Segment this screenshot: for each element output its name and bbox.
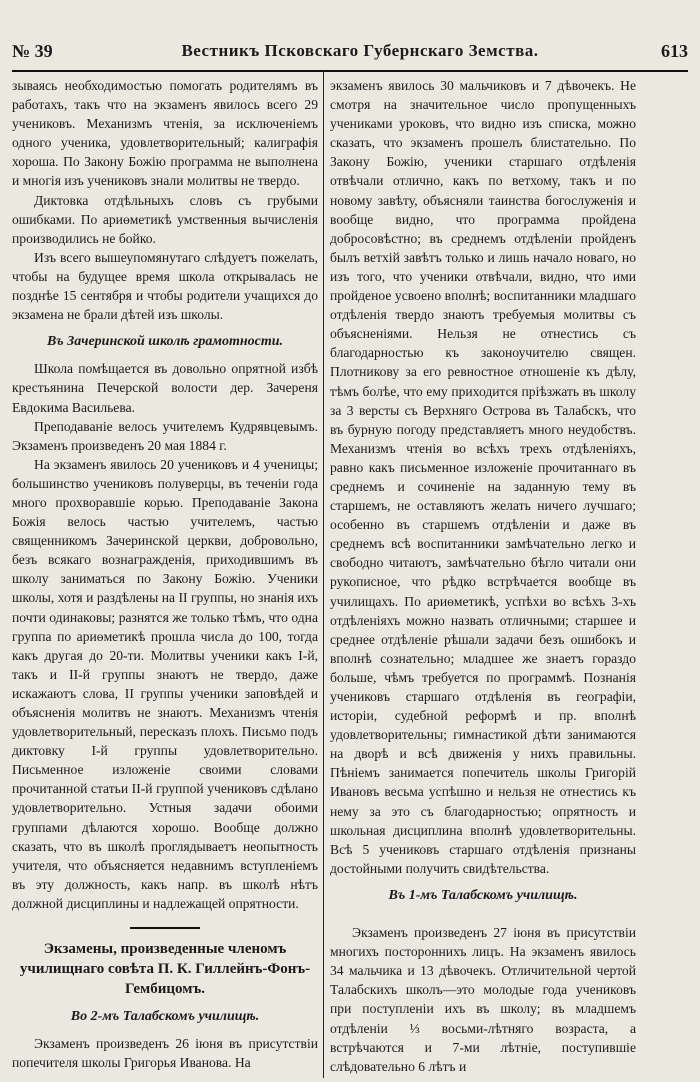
paragraph: зываясь необходимостью помогать родителямъ въ работахъ, такъ что на экзаменъ явилось всего 29 учениковъ. Механизмъ чтенія, за исключеніемъ одного ученика, удовлетворительный; калиграфія хороша. По Закону Божію программа не выполнена и многія изъ учениковъ знали молитвы не твердо. [12,78,318,189]
issue-number: № 39 [12,40,53,61]
section-subheading: Во 2-мъ Талабскомъ училищѣ. [70,1009,260,1025]
header-rule [12,70,688,72]
section-rule [130,927,200,929]
left-column [12,76,318,1078]
paragraph: Преподаваніе велось учителемъ Кудрявцевымъ. Экзаменъ произведенъ 20 мая 1884 г. [12,418,318,453]
right-column [330,76,636,1078]
paragraph: Изъ всего вышеупомянутаго слѣдуетъ пожелать, чтобы на будущее время школа открывалась не позднѣе 15 сентября и чтобы родители учащихся до экзамена не брали дѣтей изъ школы. [12,249,318,323]
page-header [12,36,688,66]
journal-title: Вестникъ Псковскаго Губернскаго Земства. [181,41,539,60]
page-number: 613 [661,40,688,61]
paragraph: Диктовка отдѣльныхъ словъ съ грубыми ошибками. По ариѳметикѣ умственныя вычисленія производились не бойко. [12,192,318,246]
paragraph: экзаменъ явилось 30 мальчиковъ и 7 дѣвочекъ. Не смотря на значительное число пропущенныхъ учениками уроковъ, что видно изъ списка, можно сказать, что экзаменъ прошелъ блистательно. По Закону Божію, ученики старшаго отдѣленія отвѣчали отлично, какъ по ветхому, такъ и по новому завѣту, объясняли таинства богослуженія и вообще видно, что программа пройдена добросовѣстно; въ среднемъ отдѣленіи пройденъ былъ ветхій завѣтъ только и лишь начало новаго, но изъ того, что ученики отвѣчали, видно, что ими пройденое усвоено вполнѣ; воспитанники младшаго отдѣленія твердо знаютъ требуемыя молитвы съ объясненіями. Нельзя не отнестись съ благодарностью къ законоучителю священ. Плотникову за его ревностное отношеніе къ дѣлу, тѣмъ болѣе, что ему приходится пріѣзжать въ школу за 3 версты съ Верхняго Острова въ Талабскъ, что въ бурную погоду представляетъ много неудобствъ. Механизмъ чтенія во всѣхъ трехъ отдѣленіяхъ, равно какъ письменное изложеніе прочитаннаго въ среднемъ и сочиненіе на заданную тему въ старшемъ, не оставляютъ желать ничего лучшаго; особенно въ старшемъ отдѣленіи и даже въ среднемъ всѣ воспитанники замѣчательно легко и свободно читаютъ, замѣчательно бѣгло читали они рукописное, что рѣдко встрѣчается вообще въ училищахъ. По ариѳметикѣ, успѣхи во всѣхъ 3-хъ отдѣленіяхъ можно назвать отличными; старшее и среднее отдѣленіе рѣшали задачи безъ ошибокъ и вполнѣ сознательно; младшее же знаетъ гораздо больше, чѣмъ требуется по программѣ. Познанія учениковъ старшаго отдѣленія въ географіи, исторіи, судебной реформѣ и пр. вполнѣ удовлетворительны; гимнастикой дѣти занимаются на дворѣ и всѣ движенія у нихъ правильны. Пѣніемъ занимается попечитель школы Григорій Ивановъ весьма успѣшно и нельзя не отнестись къ нему за это съ благодарностью; опрятность и школьная дисциплина вполнѣ удовлетворительны. Всѣ 5 учениковъ старшаго отдѣленія признаны достойными получить свидѣтельства. [330,78,636,876]
paragraph: Школа помѣщается въ довольно опрятной избѣ крестьянина Печерской волости дер. Зачереня Евдокима Васильева. [12,361,318,415]
column-divider [323,70,324,1078]
paragraph: На экзаменъ явилось 20 учениковъ и 4 ученицы; большинство учениковъ полуверцы, въ теченіи года много прохворавшіе корью. Преподаваніе Закона Божія велось частью учителемъ, частью священникомъ Зачеринской церкви, добровольно, безъ всякаго вознагражденія, приходившимъ въ школу заниматься по Закону Божію. Ученики школы, хотя и раздѣлены на II группы, но знанія ихъ почти одинаковы; разнятся же только тѣмъ, что одна группа по ариѳметикѣ прошла числа до 100, тогда какъ другая до 20-ти. Молитвы ученики какъ І-й, такъ и ІІ-й группы знаютъ не твердо, даже искажаютъ слова, II группы ученики заповѣдей и объясненія молитвъ не знаютъ. Механизмъ чтенія удовлетворительный, пересказъ плохъ. Письмо подъ диктовку І-й группы удовлетворительно. Письменное изложеніе своими словами прочитанной статьи ІІ-й группой учениковъ сдѣлано удовлетворительно. Устныя задачи обоими группами дѣлаются хорошо. Вообще должно сказать, что въ школѣ проглядываетъ неопытность учителя, что объясняется недавнимъ вступленіемъ въ эту должность, какъ напр. въ школѣ нѣтъ должной дисциплины и надлежащей опрятности. [12,456,318,911]
paragraph: Экзаменъ произведенъ 27 іюня въ присутствіи многихъ постороннихъ лицъ. На экзаменъ явилось 34 мальчика и 13 дѣвочекъ. Отличительной чертой Талабскихъ школъ—это молодые года учениковъ при поступленіи ихъ въ школу; въ младшемъ отдѣленіи ⅓ восьми-лѣтняго возраста, а встрѣчаются и 7-ми лѣтніе, поступившіе слѣдовательно 6 лѣтъ и [330,925,636,1074]
section-subheading: Въ Зачеринской школѣ грамотности. [46,334,284,350]
spacer [330,913,636,923]
paragraph: Экзаменъ произведенъ 26 іюня въ присутствіи попечителя школы Григорья Иванова. На [12,1036,318,1071]
section-subheading: Въ 1-мъ Талабскомъ училищѣ. [388,887,578,903]
section-heading: Экзамены, произведенные членомъ училищнаго совѣта П. К. Гиллейнъ-Фонъ-Гембицомъ. [19,941,311,998]
